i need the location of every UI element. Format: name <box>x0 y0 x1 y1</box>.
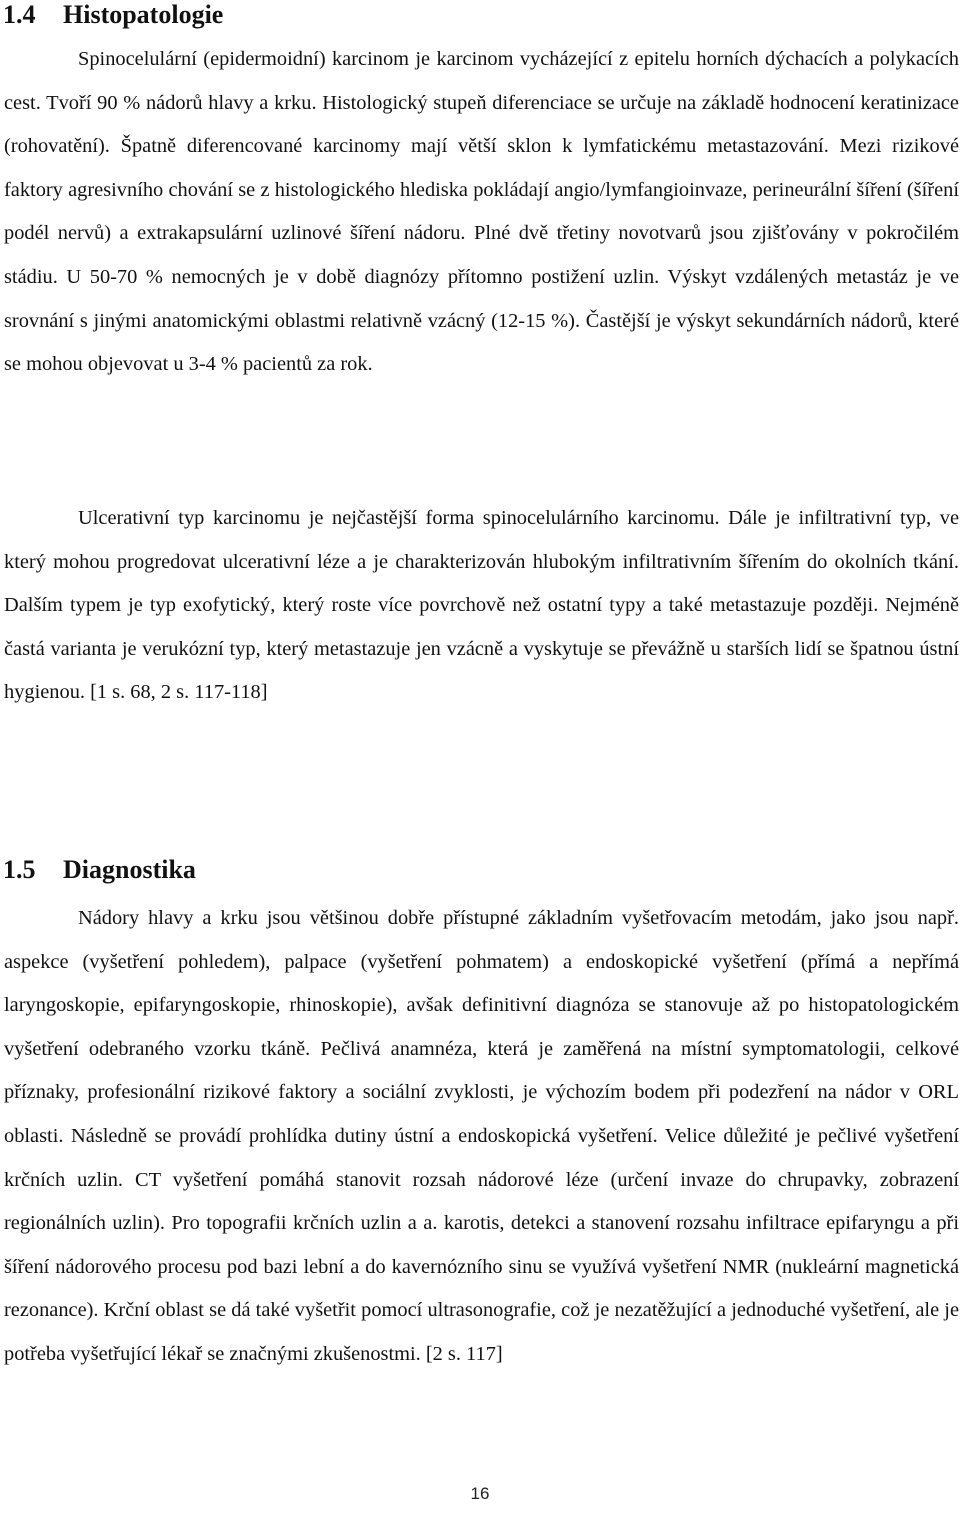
section-heading-histopatologie <box>3 0 223 30</box>
section-title: Histopatologie <box>63 0 224 29</box>
paragraph-histopatologie-2: Ulcerativní typ karcinomu je nejčastější forma spinocelulárního karcinomu. Dále je infiltrativní typ, ve který mohou progredovat ulcerativní léze a je charakterizován hlubokým infiltrativním šířením do okolních tkání. Dalším typem je typ exofytický, který roste více povrchově než ostatní typy a také metastazuje později. Nejméně častá varianta je verukózní typ, který metastazuje jen vzácně a vyskytuje se převážně u starších lidí se špatnou ústní hygienou. [1 s. 68, 2 s. 117-118] <box>4 507 959 704</box>
section-title: Diagnostika <box>63 855 196 884</box>
paragraph-diagnostika-1: Nádory hlavy a krku jsou většinou dobře přístupné základním vyšetřovacím metodám, jako jsou např. aspekce (vyšetření pohledem), palpace (vyšetření pohmatem) a endoskopické vyšetření (přímá a nepřímá laryngoskopie, epifaryngoskopie, rhinoskopie), avšak definitivní diagnóza se stanovuje až po histopatologickém vyšetření odebraného vzorku tkáně. Pečlivá anamnéza, která je zaměřená na místní symptomatologii, celkové příznaky, profesionální rizikové faktory a sociální zvyklosti, je výchozím bodem při podezření na nádor v ORL oblasti. Následně se provádí prohlídka dutiny ústní a endoskopická vyšetření. Velice důležité je pečlivé vyšetření krčních uzlin. CT vyšetření pomáhá stanovit rozsah nádorové léze (určení invaze do chrupavky, zobrazení regionálních uzlin). Pro topografii krčních uzlin a a. karotis, detekci a stanovení rozsahu infiltrace epifaryngu a při šíření nádorového procesu pod bazi lební a do kavernózního sinu se využívá vyšetření NMR (nukleární magnetická rezonance). Krční oblast se dá také vyšetřit pomocí ultrasonografie, což je nezatěžující a jednoduché vyšetření, ale je potřeba vyšetřující lékař se značnými zkušenostmi. [2 s. 117] <box>4 907 959 1365</box>
section-number: 1.4 <box>3 0 36 29</box>
section-heading-diagnostika <box>3 855 196 885</box>
section-number: 1.5 <box>3 855 36 884</box>
page-number: 16 <box>470 1484 490 1503</box>
paragraph-histopatologie-1: Spinocelulární (epidermoidní) karcinom je karcinom vycházející z epitelu horních dýchacích a polykacích cest. Tvoří 90 % nádorů hlavy a krku. Histologický stupeň diferenciace se určuje na základě hodnocení keratinizace (rohovatění). Špatně diferencované karcinomy mají větší sklon k lymfatickému metastazování. Mezi rizikové faktory agresivního chování se z histologického hlediska pokládají angio/lymfangioinvaze, perineurální šíření (šíření podél nervů) a extrakapsulární uzlinové šíření nádoru. Plné dvě třetiny novotvarů jsou zjišťovány v pokročilém stádiu. U 50-70 % nemocných je v době diagnózy přítomno postižení uzlin. Výskyt vzdálených metastáz je ve srovnání s jinými anatomickými oblastmi relativně vzácný (12-15 %). Častější je výskyt sekundárních nádorů, které se mohou objevovat u 3-4 % pacientů za rok. <box>4 48 959 376</box>
